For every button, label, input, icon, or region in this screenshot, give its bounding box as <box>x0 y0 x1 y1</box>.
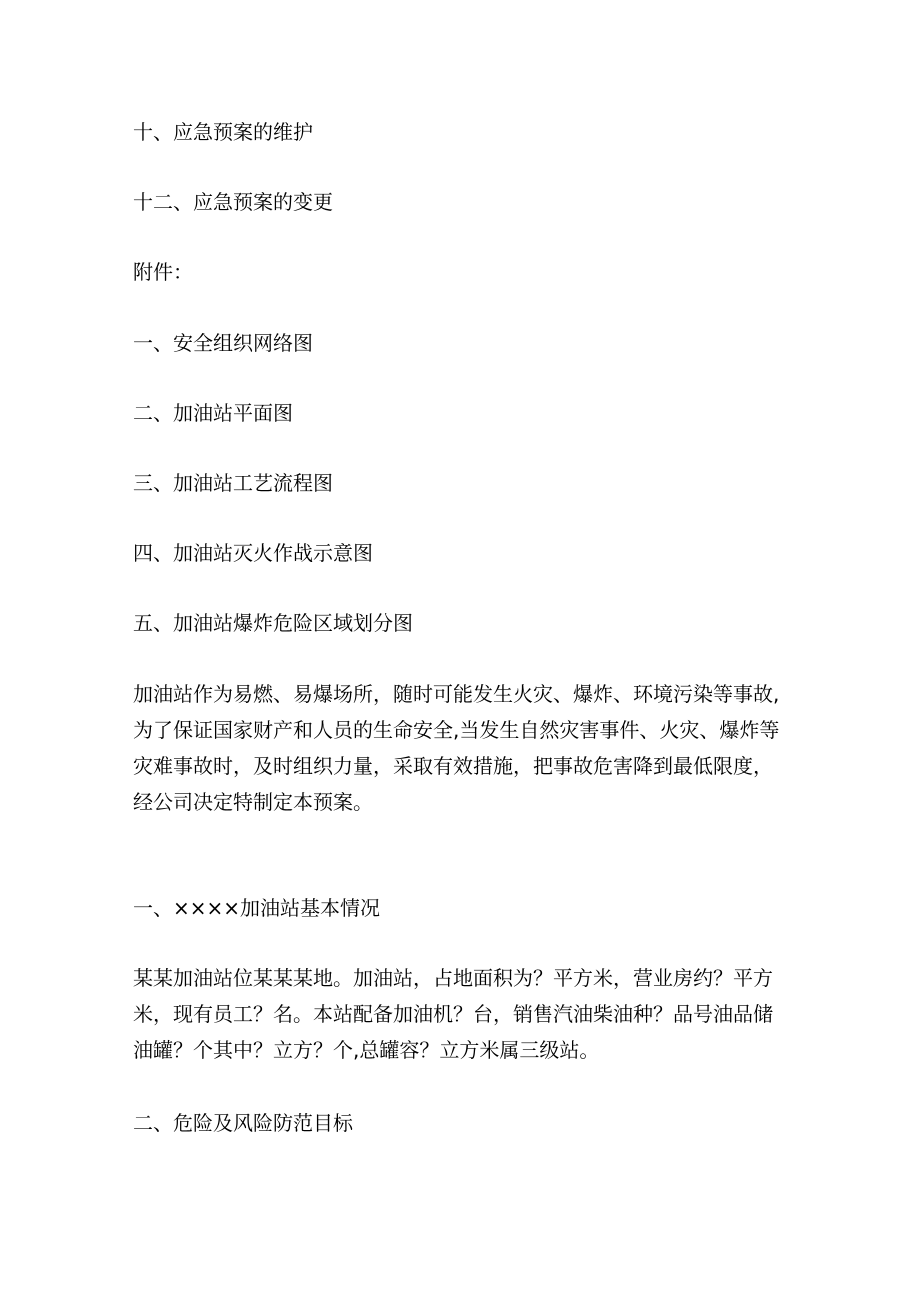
attachments-label: 附件： <box>133 260 193 284</box>
paragraph-line: 油罐？个其中？立方？个,总罐容？立方米属三级站。 <box>133 1038 600 1062</box>
heading-item-10: 十、应急预案的维护 <box>133 120 313 144</box>
paragraph-line: 加油站作为易燃、易爆场所，随时可能发生火灾、爆炸、环境污染等事故, <box>133 682 780 706</box>
section-1-heading: 一、××××加油站基本情况 <box>133 896 381 920</box>
basic-info-paragraph <box>133 966 793 1074</box>
heading-item-12: 十二、应急预案的变更 <box>133 190 333 214</box>
paragraph-line: 灾难事故时，及时组织力量，采取有效措施，把事故危害降到最低限度， <box>133 754 773 778</box>
attachment-3: 三、加油站工艺流程图 <box>133 471 333 495</box>
section-2-heading: 二、危险及风险防范目标 <box>133 1111 353 1135</box>
paragraph-line: 某某加油站位某某某地。加油站，占地面积为？平方米，营业房约？平方 <box>133 966 773 990</box>
paragraph-line: 经公司决定特制定本预案。 <box>133 790 373 814</box>
intro-paragraph <box>133 682 793 826</box>
attachment-5: 五、加油站爆炸危险区域划分图 <box>133 611 413 635</box>
paragraph-line: 米，现有员工？名。本站配备加油机？台，销售汽油柴油种？品号油品储 <box>133 1002 773 1026</box>
attachment-1: 一、安全组织网络图 <box>133 331 313 355</box>
attachment-4: 四、加油站灭火作战示意图 <box>133 541 373 565</box>
attachment-2: 二、加油站平面图 <box>133 401 293 425</box>
paragraph-line: 为了保证国家财产和人员的生命安全,当发生自然灾害事件、火灾、爆炸等 <box>133 718 780 742</box>
